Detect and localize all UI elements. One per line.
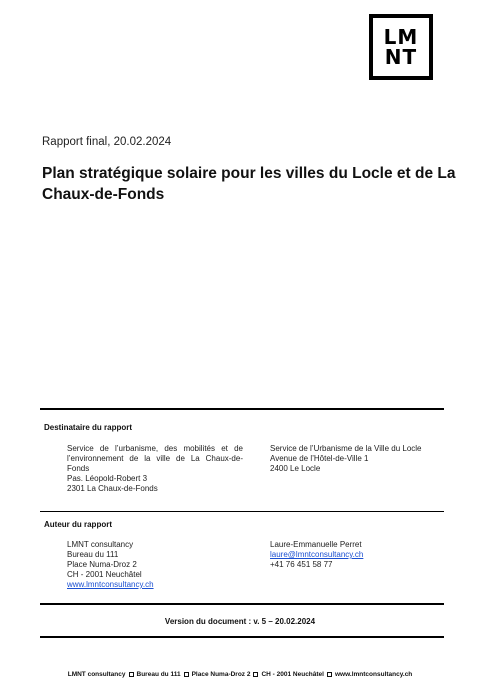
author-name: Laure-Emmanuelle Perret	[270, 540, 362, 549]
square-separator-icon	[184, 672, 189, 677]
author-email-link[interactable]: laure@lmntconsultancy.ch	[270, 550, 364, 559]
logo-line-2: NT	[384, 45, 418, 69]
recipient-right-service: Service de l’Urbanisme de la Ville du Locle	[270, 444, 422, 453]
author-street: Place Numa-Droz 2	[67, 560, 137, 569]
divider-middle	[40, 511, 444, 512]
divider-version-top	[40, 603, 444, 605]
recipients-heading: Destinataire du rapport	[44, 423, 133, 432]
recipient-left	[67, 444, 243, 494]
square-separator-icon	[129, 672, 134, 677]
author-website-link[interactable]: www.lmntconsultancy.ch	[67, 580, 154, 589]
report-subtitle: Rapport final, 20.02.2024	[42, 136, 172, 148]
author-phone: +41 76 451 58 77	[270, 560, 333, 569]
recipient-left-service: Service de l’urbanisme, des mobilités et de l’environnement de la ville de La Chaux-de-Fonds	[67, 444, 243, 473]
footer-item: LMNT consultancy	[67, 671, 126, 678]
divider-top	[40, 408, 444, 410]
footer-item: Bureau du 111	[136, 671, 181, 678]
report-title: Plan stratégique solaire pour les villes du Locle et de La Chaux-de-Fonds	[42, 165, 456, 203]
footer-item: Place Numa-Droz 2	[191, 671, 251, 678]
footer-item: CH - 2001 Neuchâtel	[261, 671, 324, 678]
author-company: LMNT consultancy	[67, 540, 134, 549]
logo-line-1: LM	[383, 25, 419, 49]
recipient-left-city: 2301 La Chaux-de-Fonds	[67, 484, 158, 493]
square-separator-icon	[327, 672, 332, 677]
author-heading: Auteur du rapport	[44, 520, 112, 529]
lmnt-logo	[369, 14, 433, 80]
footer-website[interactable]: www.lmntconsultancy.ch	[334, 671, 413, 678]
author-left	[67, 540, 154, 590]
recipient-right-street: Avenue de l’Hôtel-de-Ville 1	[270, 454, 369, 463]
author-city: CH - 2001 Neuchâtel	[67, 570, 142, 579]
recipient-right	[270, 444, 422, 474]
square-separator-icon	[253, 672, 258, 677]
document-version: Version du document : v. 5 – 20.02.2024	[164, 617, 316, 626]
author-office: Bureau du 111	[67, 550, 119, 559]
recipient-left-street: Pas. Léopold-Robert 3	[67, 474, 148, 483]
divider-version-bottom	[40, 636, 444, 638]
recipient-right-city: 2400 Le Locle	[270, 464, 321, 473]
author-right	[270, 540, 363, 570]
page-footer	[0, 671, 480, 678]
